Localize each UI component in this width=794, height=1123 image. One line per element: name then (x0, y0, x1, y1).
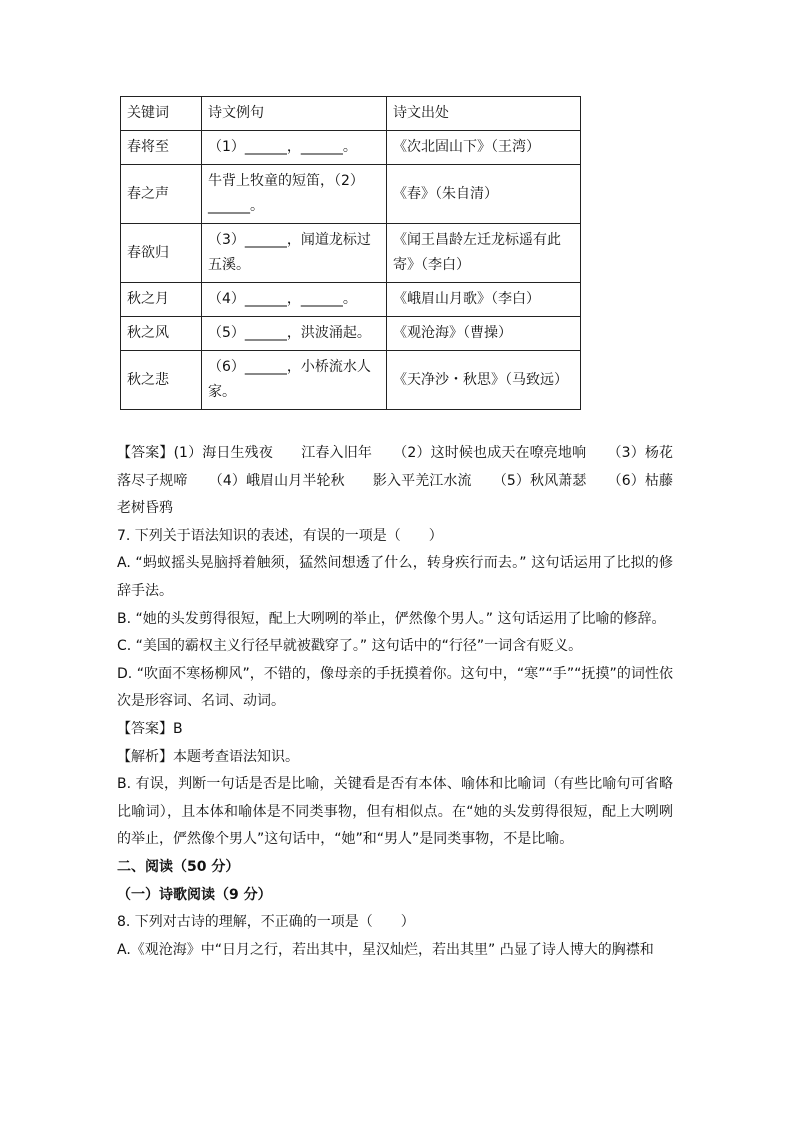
table-row (121, 224, 581, 283)
table-row (121, 283, 581, 317)
table-row (121, 317, 581, 351)
source-cell: 《闻王昌龄左迁龙标遥有此寄》（李白） (387, 224, 581, 283)
answer-q6: 【答案】(1）海日生残夜 江春入旧年 （2）这时候也成天在嘹亮地响 （3）杨花落尽子规啼 （4）峨眉山月半轮秋 影入平羌江水流 （5）秋风萧瑟 （6）枯藤老树昏鸦 (117, 445, 673, 517)
question-7-stem: 7. 下列关于语法知识的表述，有误的一项是（ ） (117, 527, 443, 544)
example-cell: （1）______，______。 (202, 131, 387, 165)
example-cell: （6）______，小桥流水人家。 (202, 351, 387, 410)
question-7-analysis-title: 【解析】本题考查语法知识。 (117, 748, 299, 765)
question-7-analysis: B. 有误，判断一句话是否是比喻，关键看是否有本体、喻体和比喻词（有些比喻句可省略比喻词），且本体和喻体是不同类事物，但有相似点。在“她的头发剪得很短，配上大咧咧的举止，俨然像个男人”这句话中，“她”和“男人”是同类事物，不是比喻。 (117, 776, 673, 848)
table-header-row (121, 97, 581, 131)
header-example: 诗文例句 (202, 97, 387, 131)
source-cell: 《天净沙・秋思》（马致远） (387, 351, 581, 410)
example-cell: （5）______，洪波涌起。 (202, 317, 387, 351)
table-row (121, 131, 581, 165)
table-row (121, 351, 581, 410)
question-7-option-a: A. “蚂蚁摇头晃脑捋着触须，猛然间想透了什么，转身疾行而去。” 这句话运用了比拟的修辞手法。 (117, 555, 673, 599)
document-body (117, 440, 673, 964)
example-cell: 牛背上牧童的短笛，（2）______。 (202, 165, 387, 224)
example-cell: （3）______，闻道龙标过五溪。 (202, 224, 387, 283)
source-cell: 《观沧海》（曹操） (387, 317, 581, 351)
keyword-cell: 春之声 (121, 165, 202, 224)
question-8-option-a: A.《观沧海》中“日月之行，若出其中，星汉灿烂，若出其里” 凸显了诗人博大的胸襟和 (117, 941, 654, 958)
question-7-option-d: D. “吹面不寒杨柳风”，不错的，像母亲的手抚摸着你。这句中，“寒”“手”“抚摸”的词性依次是形容词、名词、动词。 (117, 665, 673, 710)
keyword-cell: 春欲归 (121, 224, 202, 283)
subsection-heading-poetry: （一）诗歌阅读（9 分） (117, 886, 272, 903)
table-row (121, 165, 581, 224)
header-source: 诗文出处 (387, 97, 581, 131)
source-cell: 《春》（朱自清） (387, 165, 581, 224)
question-7-option-b: B. “她的头发剪得很短，配上大咧咧的举止，俨然像个男人。” 这句话运用了比喻的修辞。 (117, 610, 666, 627)
poem-table (120, 96, 581, 410)
section-heading-reading: 二、阅读（50 分） (117, 858, 240, 875)
keyword-cell: 秋之悲 (121, 351, 202, 410)
question-7-answer: 【答案】B (117, 720, 183, 737)
question-7-option-c: C. “美国的霸权主义行径早就被戳穿了。” 这句话中的“行径”一词含有贬义。 (117, 638, 583, 655)
source-cell: 《峨眉山月歌》（李白） (387, 283, 581, 317)
keyword-cell: 秋之月 (121, 283, 202, 317)
source-cell: 《次北固山下》（王湾） (387, 131, 581, 165)
keyword-cell: 秋之风 (121, 317, 202, 351)
question-8-stem: 8. 下列对古诗的理解，不正确的一项是（ ） (117, 914, 415, 931)
header-keyword: 关键词 (121, 97, 202, 131)
keyword-cell: 春将至 (121, 131, 202, 165)
example-cell: （4）______，______。 (202, 283, 387, 317)
